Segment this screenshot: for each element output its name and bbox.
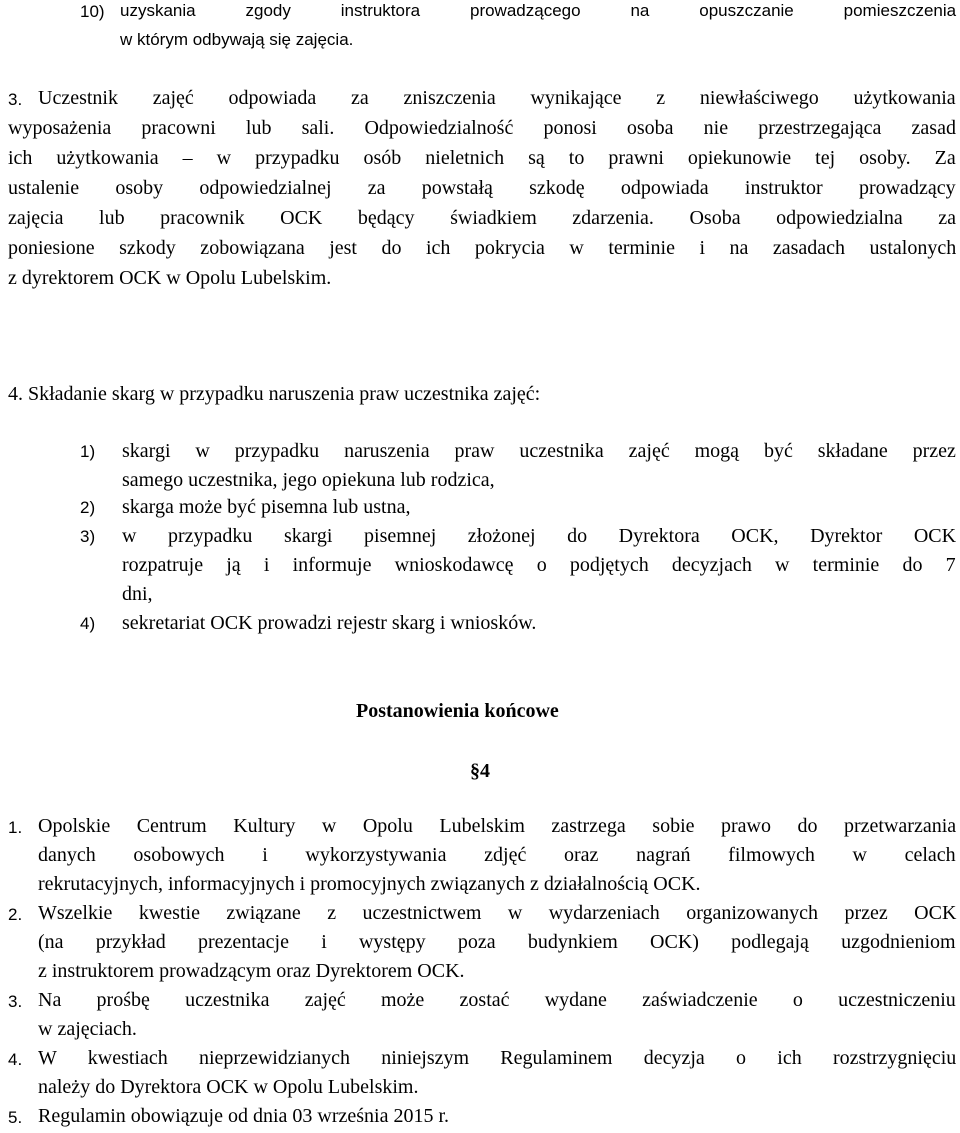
list-item-line: Na prośbę uczestnika zajęć może zostać wydane zaświadczenie o uczestniczeniu	[38, 989, 956, 1011]
section-line: ustalenie osoby odpowiedzialnej za powstałą szkodę odpowiada instruktor prowadzący	[8, 177, 956, 199]
section-line: Uczestnik zajęć odpowiada za zniszczenia wynikające z niewłaściwego użytkowania	[38, 87, 956, 109]
list-item-line: należy do Dyrektora OCK w Opolu Lubelskim.	[38, 1076, 419, 1098]
list-item-line: sekretariat OCK prowadzi rejestr skarg i wniosków.	[122, 612, 537, 634]
section-line: ich użytkowania – w przypadku osób nieletnich są to prawni opiekunowie tej osoby. Za	[8, 147, 956, 169]
list-item-number: 4.	[8, 1050, 23, 1069]
list-item-number: 5.	[8, 1108, 23, 1127]
list-item-number: 10)	[80, 2, 105, 21]
section-line: wyposażenia pracowni lub sali. Odpowiedzialność ponosi osoba nie przestrzegająca zasad	[8, 117, 956, 139]
list-item-number: 4)	[80, 614, 96, 633]
section-line: poniesione szkody zobowiązana jest do ich pokrycia w terminie i na zasadach ustalonych	[8, 237, 957, 259]
list-item-number: 2)	[80, 498, 96, 517]
list-item-line: rozpatruje ją i informuje wnioskodawcę o podjętych decyzjach w terminie do 7	[122, 554, 956, 576]
list-item-number: 3.	[8, 992, 23, 1011]
section-number: 3.	[8, 90, 23, 109]
list-item-line: w przypadku skargi pisemnej złożonej do Dyrektora OCK, Dyrektor OCK	[122, 525, 957, 547]
section-heading: Postanowienia końcowe	[356, 700, 559, 722]
list-item-line: (na przykład prezentacje i występy poza budynkiem OCK) podlegają uzgodnieniom	[38, 931, 956, 953]
list-item-line: w zajęciach.	[38, 1018, 137, 1040]
list-item-line: samego uczestnika, jego opiekuna lub rodzica,	[122, 469, 495, 491]
list-item-line: Regulamin obowiązuje od dnia 03 września 2015 r.	[38, 1105, 450, 1127]
paragraph-mark: §4	[470, 760, 490, 782]
list-item-line: danych osobowych i wykorzystywania zdjęć oraz nagrań filmowych w celach	[38, 844, 956, 866]
section-line: zajęcia lub pracownik OCK będący świadkiem zdarzenia. Osoba odpowiedzialna za	[8, 207, 957, 229]
list-item-line: dni,	[122, 583, 153, 605]
list-item-line: Opolskie Centrum Kultury w Opolu Lubelskim zastrzega sobie prawo do przetwarzania	[38, 815, 957, 837]
list-item-line: skarga może być pisemna lub ustna,	[122, 496, 411, 518]
list-item-line: rekrutacyjnych, informacyjnych i promocyjnych związanych z działalnością OCK.	[38, 873, 701, 895]
list-item-line: skargi w przypadku naruszenia praw uczestnika zajęć mogą być składane przez	[122, 440, 956, 462]
section-line: z dyrektorem OCK w Opolu Lubelskim.	[8, 267, 332, 289]
list-item-number: 1.	[8, 818, 23, 837]
list-item-number: 1)	[80, 442, 96, 461]
list-item-number: 3)	[80, 527, 96, 546]
list-item-line: z instruktorem prowadzącym oraz Dyrektorem OCK.	[38, 960, 465, 982]
section-title: 4. Składanie skarg w przypadku naruszenia praw uczestnika zajęć:	[8, 383, 541, 405]
list-item-line: uzyskania zgody instruktora prowadzącego na opuszczanie pomieszczenia	[120, 1, 957, 20]
list-item-line: Wszelkie kwestie związane z uczestnictwem w wydarzeniach organizowanych przez OCK	[38, 902, 957, 924]
list-item-line: w którym odbywają się zajęcia.	[120, 30, 354, 49]
list-item-number: 2.	[8, 905, 23, 924]
list-item-line: W kwestiach nieprzewidzianych niniejszym Regulaminem decyzja o ich rozstrzygnięciu	[38, 1047, 957, 1069]
